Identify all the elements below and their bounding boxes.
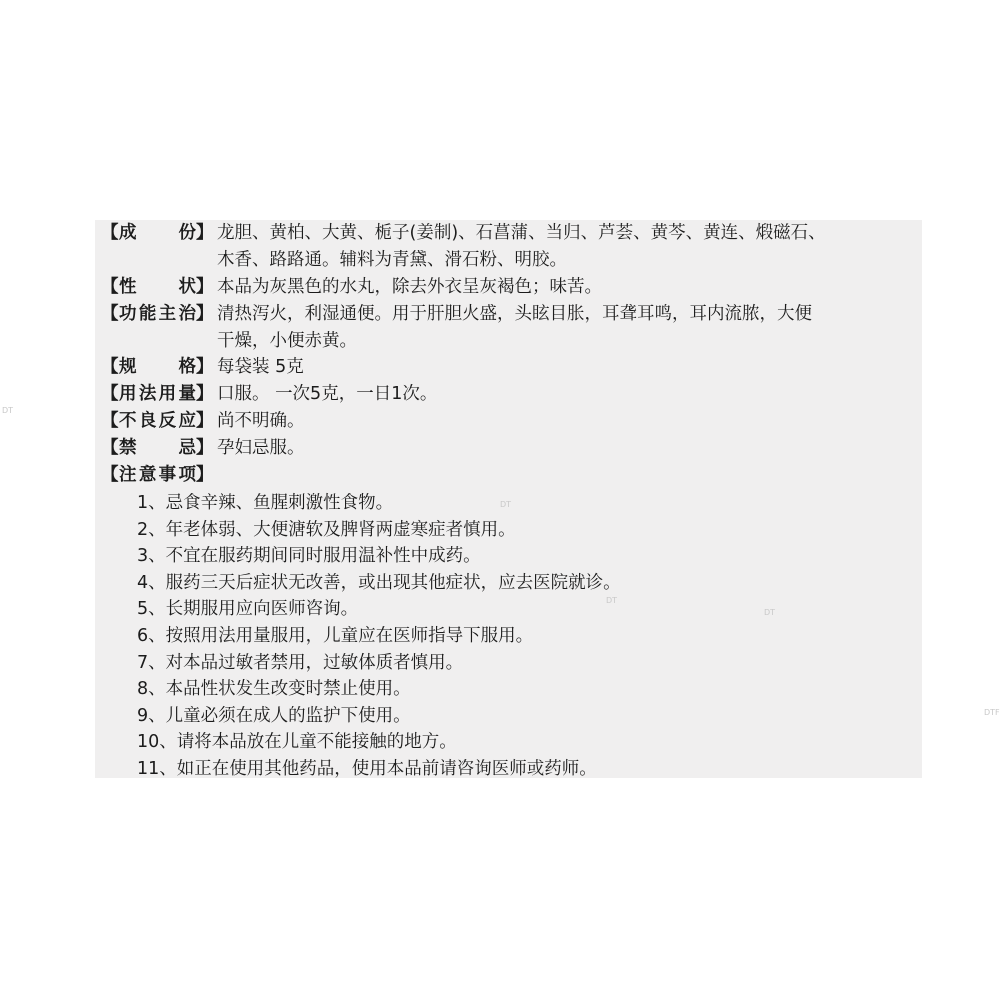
list-item: 7、对本品过敏者禁用，过敏体质者慎用。 <box>137 652 464 673</box>
section-value <box>217 274 916 301</box>
bracket-left: 【 <box>101 357 119 377</box>
bracket-right: 】 <box>196 277 214 297</box>
value-line: 清热泻火，利湿通便。用于肝胆火盛，头眩目胀，耳聋耳鸣，耳内流脓，大便 <box>217 304 812 324</box>
bracket-right: 】 <box>196 357 214 377</box>
bracket-left: 【 <box>101 438 119 458</box>
list-item: 9、儿童必须在成人的监护下使用。 <box>137 705 411 726</box>
bracket-left: 【 <box>101 384 119 404</box>
label-text: 功 能 主 治 <box>119 304 196 324</box>
watermark: DT <box>606 596 618 605</box>
section-ingredients <box>101 220 916 273</box>
section-contra <box>101 435 916 462</box>
value-line: 口服。 一次5克，一日1次。 <box>217 384 438 404</box>
watermark: DT <box>2 406 14 415</box>
value-line: 本品为灰黑色的水丸，除去外衣呈灰褐色；味苦。 <box>217 277 602 297</box>
bracket-right: 】 <box>196 465 214 485</box>
label-char: 性 <box>119 277 137 297</box>
value-line: 干燥，小便赤黄。 <box>217 330 357 351</box>
bracket-right: 】 <box>196 411 214 431</box>
section-value <box>217 220 916 273</box>
value-line: 龙胆、黄柏、大黄、栀子(姜制)、石菖蒲、当归、芦荟、黄芩、黄连、煅磁石、 <box>217 223 826 243</box>
section-value <box>217 301 916 354</box>
value-line: 木香、路路通。辅料为青黛、滑石粉、明胶。 <box>217 249 567 270</box>
instruction-panel <box>95 220 922 778</box>
section-character <box>101 274 916 301</box>
watermark: DTF <box>984 708 1000 717</box>
label-char: 规 <box>119 357 137 377</box>
list-item: 3、不宜在服药期间同时服用温补性中成药。 <box>137 546 481 567</box>
list-item: 6、按照用法用量服用，儿童应在医师指导下服用。 <box>137 625 534 646</box>
bracket-right: 】 <box>196 304 214 324</box>
watermark: DT <box>764 608 776 617</box>
list-item: 1、忌食辛辣、鱼腥刺激性食物。 <box>137 493 394 513</box>
section-spec <box>101 354 916 381</box>
watermark: DT <box>500 500 512 509</box>
bracket-right: 】 <box>196 223 214 243</box>
list-item: 5、长期服用应向医师咨询。 <box>137 599 359 620</box>
list-item: 10、请将本品放在儿童不能接触的地方。 <box>137 732 457 753</box>
label-char: 状 <box>178 277 196 297</box>
label-char: 成 <box>119 223 137 243</box>
value-line: 每袋装 5克 <box>217 357 304 377</box>
list-item: 8、本品性状发生改变时禁止使用。 <box>137 679 411 700</box>
value-line: 孕妇忌服。 <box>217 438 305 458</box>
bracket-left: 【 <box>101 465 119 485</box>
list-item: 11、如正在使用其他药品，使用本品前请咨询医师或药师。 <box>137 758 597 778</box>
list-item: 4、服药三天后症状无改善，或出现其他症状，应去医院就诊。 <box>137 572 621 593</box>
bracket-left: 【 <box>101 411 119 431</box>
label-text: 注 意 事 项 <box>119 465 196 485</box>
section-dosage <box>101 381 916 408</box>
section-value <box>217 381 916 408</box>
label-char: 忌 <box>178 438 196 458</box>
section-value <box>217 408 916 435</box>
bracket-right: 】 <box>196 438 214 458</box>
label-char: 禁 <box>119 438 137 458</box>
section-value <box>217 435 916 462</box>
label-text: 不 良 反 应 <box>119 411 196 431</box>
value-line: 尚不明确。 <box>217 411 305 431</box>
section-adverse <box>101 408 916 435</box>
precautions-list <box>137 490 621 778</box>
label-char: 格 <box>178 357 196 377</box>
label-text: 用 法 用 量 <box>119 384 196 404</box>
bracket-left: 【 <box>101 304 119 324</box>
bracket-left: 【 <box>101 223 119 243</box>
label-char: 份 <box>178 223 196 243</box>
bracket-right: 】 <box>196 384 214 404</box>
list-item: 2、年老体弱、大便溏软及脾肾两虚寒症者慎用。 <box>137 519 516 540</box>
bracket-left: 【 <box>101 277 119 297</box>
section-function <box>101 301 916 354</box>
section-value <box>217 354 916 381</box>
